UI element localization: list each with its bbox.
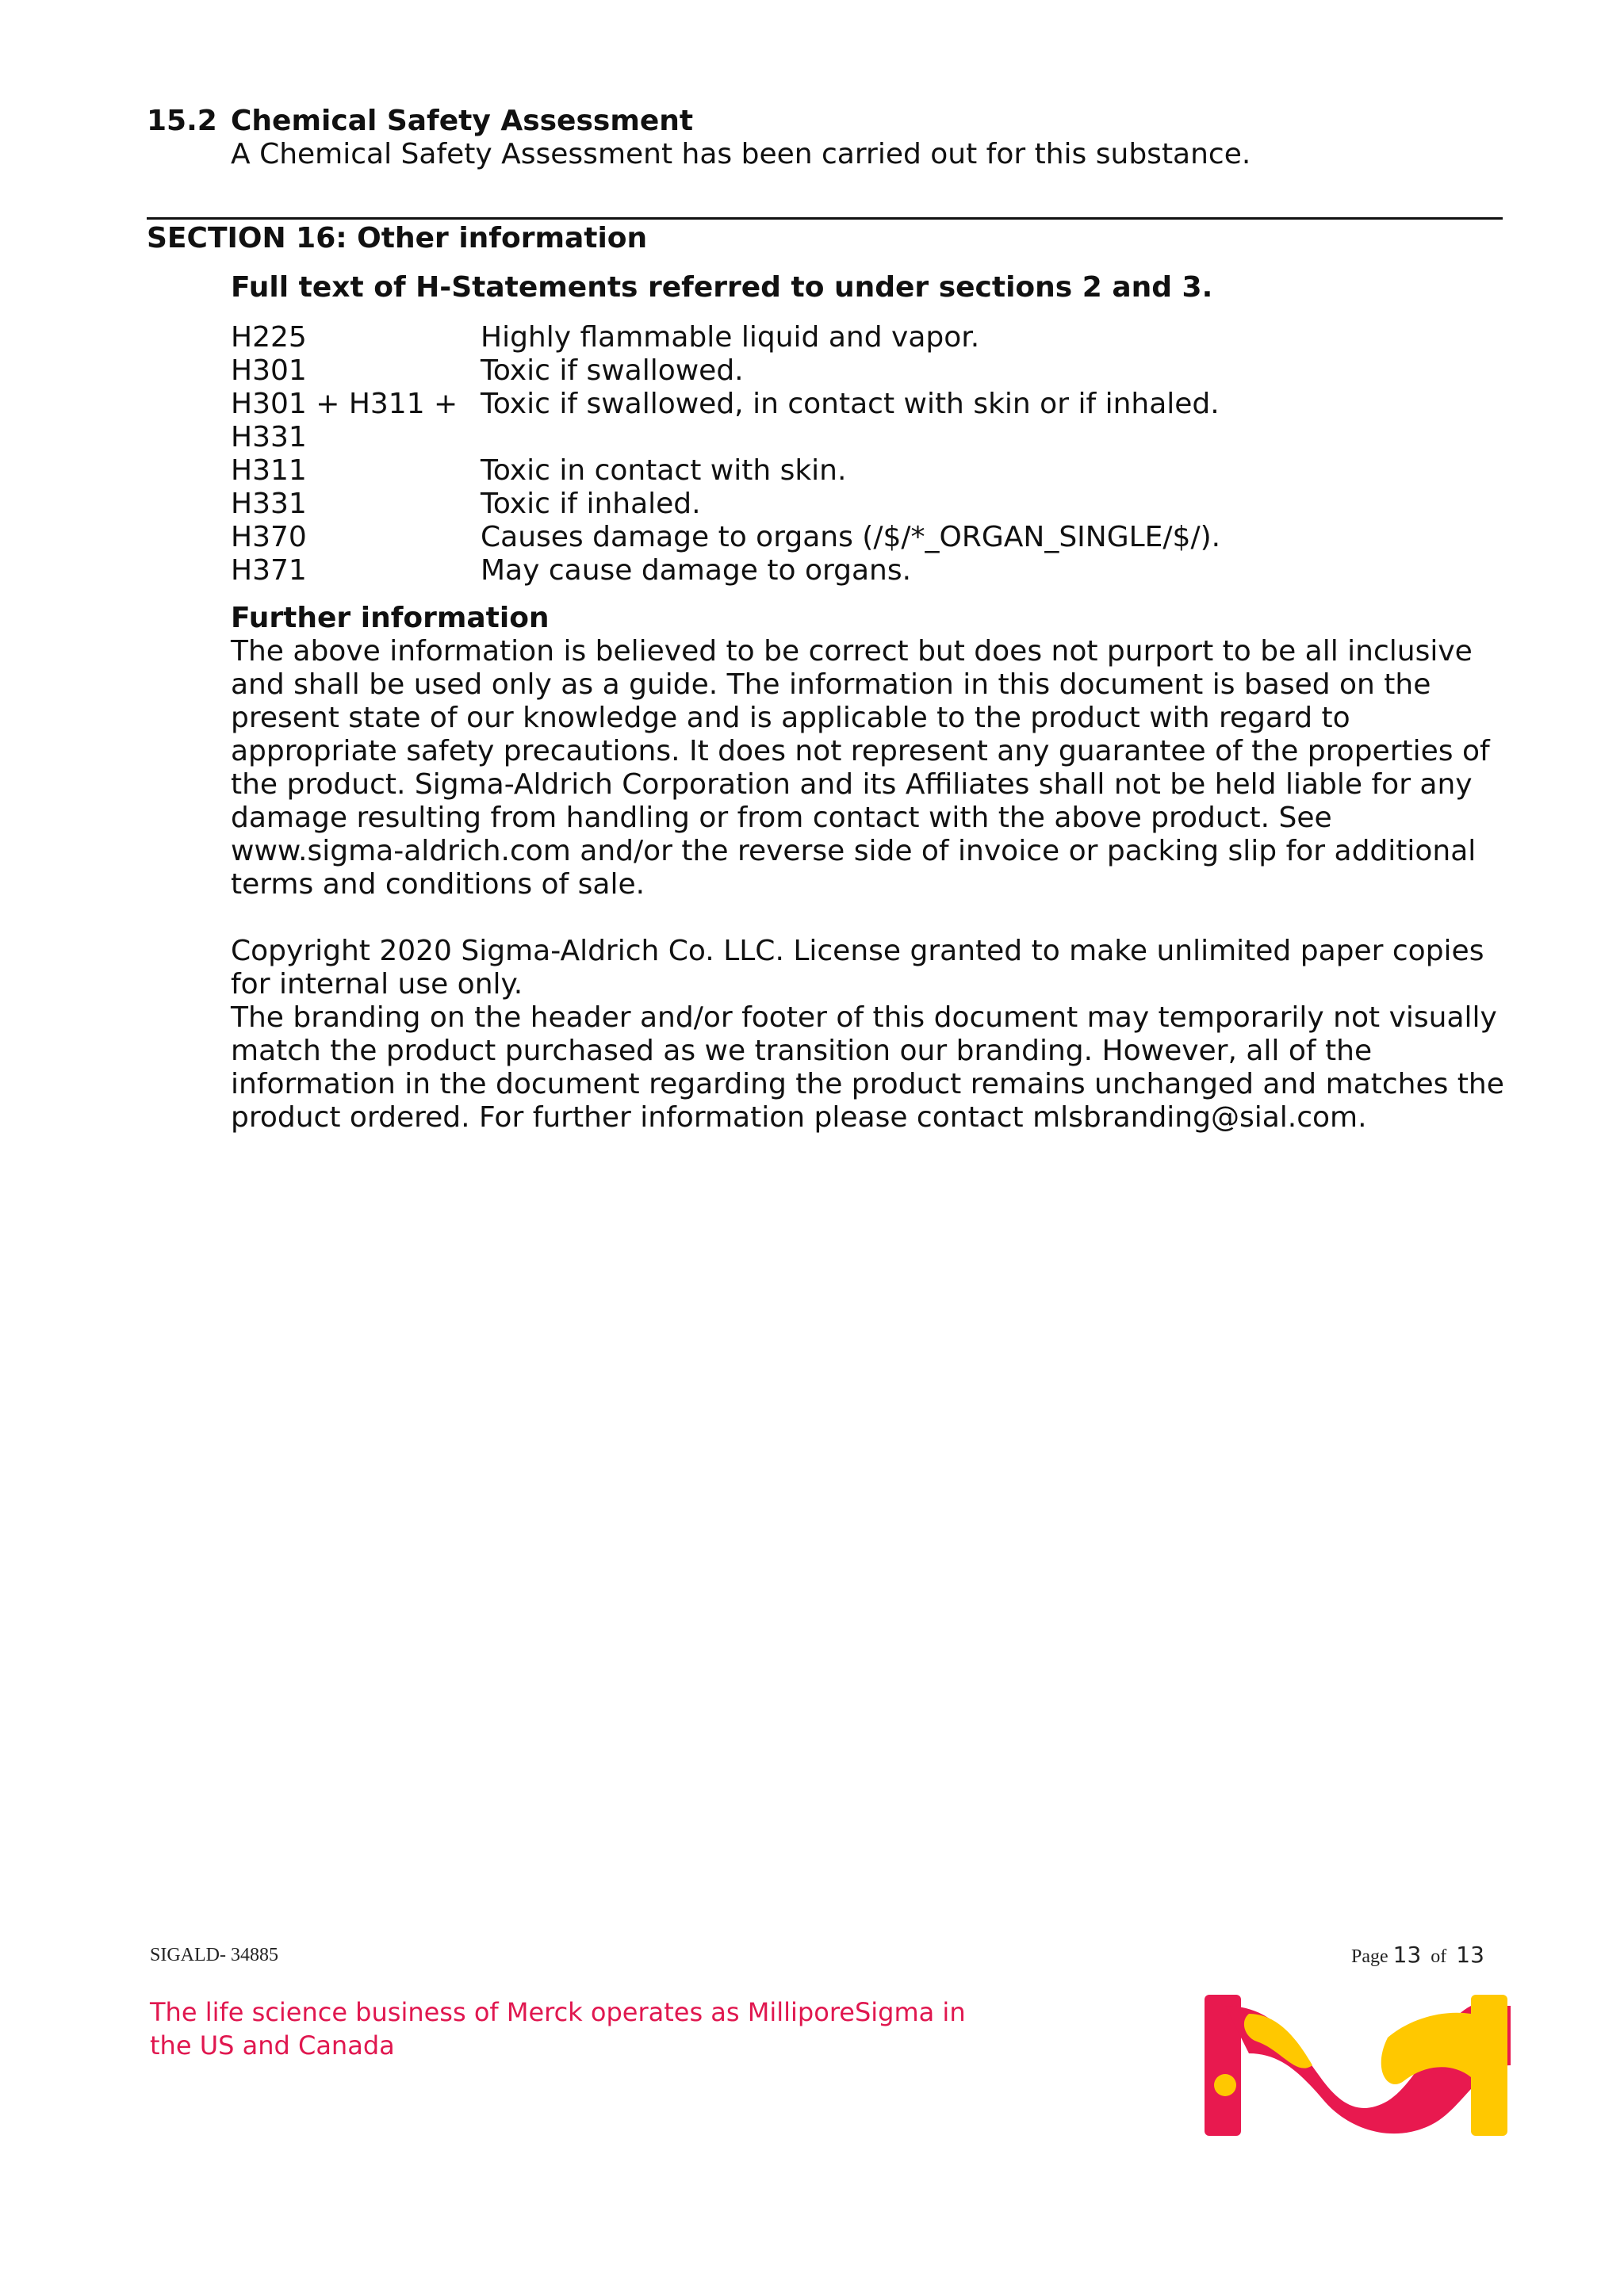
- h-statement-text: Highly flammable liquid and vapor.: [481, 321, 980, 354]
- paragraph-line: and shall be used only as a guide. The information in this document is based on the: [231, 668, 1431, 701]
- h-statement-text: Toxic if swallowed, in contact with skin or if inhaled.: [481, 388, 1220, 420]
- h-statement-code: H301 + H311 + H331: [231, 388, 458, 453]
- branding-line: information in the document regarding the product remains unchanged and matches the: [231, 1068, 1504, 1100]
- paragraph-line: appropriate safety precautions. It does not represent any guarantee of the properties of: [231, 735, 1490, 767]
- h-statement-code: H370: [231, 521, 307, 553]
- page-label: Page: [1351, 1946, 1388, 1967]
- merck-logo: [1201, 1990, 1511, 2141]
- h-statement-row: [231, 388, 1500, 454]
- h-statement-row: [231, 354, 1500, 388]
- h-statement-code: H371: [231, 554, 307, 587]
- footer-tagline: [150, 1996, 1022, 2062]
- h-statement-row: [231, 321, 1500, 354]
- of-label: of: [1431, 1946, 1447, 1967]
- h-statement-code: H331: [231, 488, 307, 520]
- h-statement-code: H301: [231, 354, 307, 387]
- h-statement-text: Toxic if inhaled.: [481, 488, 701, 520]
- page-total: 13: [1456, 1942, 1484, 1968]
- paragraph-line: www.sigma-aldrich.com and/or the reverse side of invoice or packing slip for additional: [231, 835, 1477, 867]
- paragraph-line: terms and conditions of sale.: [231, 868, 645, 901]
- branding-line: match the product purchased as we transition our branding. However, all of the: [231, 1035, 1373, 1067]
- copyright-line: Copyright 2020 Sigma-Aldrich Co. LLC. License granted to make unlimited paper copies: [231, 935, 1484, 967]
- h-statement-row: [231, 488, 1500, 521]
- copyright-line: for internal use only.: [231, 968, 523, 1001]
- footer-document-id: SIGALD- 34885: [150, 1945, 278, 1965]
- section-text: A Chemical Safety Assessment has been carried out for this substance.: [231, 138, 1251, 170]
- h-statement-text: Toxic in contact with skin.: [481, 454, 847, 487]
- logo-yellow-shape: [1471, 1995, 1507, 2136]
- branding-line: product ordered. For further information please contact mlsbranding@sial.com.: [231, 1101, 1367, 1134]
- h-statement-text: May cause damage to organs.: [481, 554, 912, 587]
- logo-yellow-shape: [1214, 2074, 1236, 2096]
- paragraph-line: The above information is believed to be correct but does not purport to be all inclusive: [231, 635, 1473, 668]
- further-information-body: [231, 635, 1531, 1135]
- paragraph-gap: [231, 901, 1531, 935]
- footer-page-number: [1351, 1943, 1484, 1969]
- h-statement-row: [231, 521, 1500, 554]
- branding-line: The branding on the header and/or footer of this document may temporarily not visually: [231, 1001, 1497, 1034]
- further-information-title: Further information: [231, 602, 550, 634]
- tagline-line: The life science business of Merck operates as MilliporeSigma in: [150, 1997, 966, 2027]
- h-statements-table: [231, 321, 1500, 587]
- page-current: 13: [1392, 1942, 1422, 1968]
- paragraph-line: present state of our knowledge and is applicable to the product with regard to: [231, 702, 1350, 734]
- paragraph-line: damage resulting from handling or from contact with the above product. See: [231, 802, 1332, 834]
- h-statement-text: Causes damage to organs (/$/*_ORGAN_SINGLE/$/).: [481, 521, 1221, 553]
- section-number: 15.2: [147, 105, 217, 137]
- section-16-title: SECTION 16: Other information: [147, 222, 648, 254]
- h-statements-heading: Full text of H-Statements referred to under sections 2 and 3.: [231, 271, 1213, 304]
- tagline-line: the US and Canada: [150, 2030, 395, 2061]
- h-statement-code: H225: [231, 321, 307, 354]
- section-title: Chemical Safety Assessment: [231, 105, 694, 137]
- h-statement-code: H311: [231, 454, 307, 487]
- paragraph-line: the product. Sigma-Aldrich Corporation and its Affiliates shall not be held liable for any: [231, 768, 1473, 801]
- h-statement-row: [231, 454, 1500, 488]
- section-divider: [147, 217, 1503, 220]
- h-statement-text: Toxic if swallowed.: [481, 354, 744, 387]
- h-statement-row: [231, 554, 1500, 587]
